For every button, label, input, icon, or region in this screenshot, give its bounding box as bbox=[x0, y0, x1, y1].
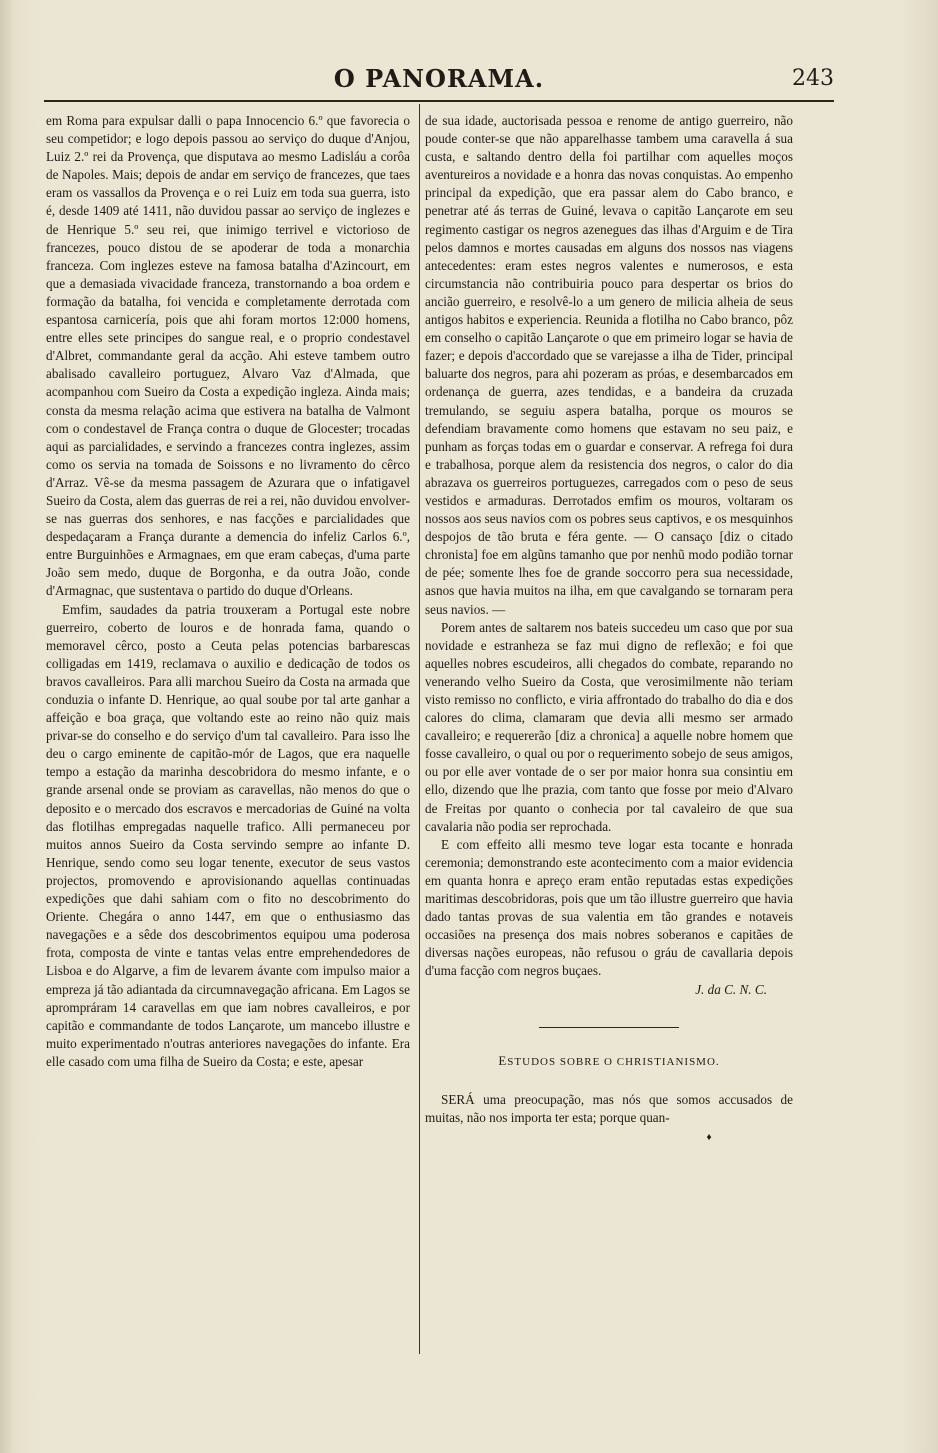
section-separator bbox=[539, 1027, 679, 1028]
left-column bbox=[46, 112, 410, 1071]
right-column bbox=[425, 112, 793, 1147]
section-heading-rest: STUDOS SOBRE O CHRISTIANISMO. bbox=[507, 1055, 720, 1068]
paragraph: de sua idade, auctorisada pessoa e renome de antigo guerreiro, não poude conter-se que não apparelhasse tambem uma caravella á sua custa, e saltando dentro della foi partilhar com aquelles moços aventureiros a novidade e a honra das novas conquistas. Ao empenho principal da expedição, que era passar alem do Cabo branco, e penetrar até ás terras de Guiné, levava o capitão Lançarote em seu regimento castigar os negros azenegues das ilhas d'Arguim e de Tira pelos damnos e mortes causadas em alguns dos nossos nas viagens antecedentes: eram estes negros valentes e numerosos, e esta circumstancia não contribuiria pouco para despertar os brios do ancião guerreiro, e resolvê-lo a um genero de milicia alheia de seus antigos habitos e experiencia. Reunida a flotilha no Cabo branco, pôz em conselho o capitão Lançarote o que em primeiro logar se havia de fazer; e depois d'accordado que se varejasse a ilha de Tider, principal baluarte dos negros, para ahi pozeram as próas, e desembarcados em ordenança de guerra, azes tendidas, e a bandeira da cruzada tremulando, se seguiu aspera batalha, porque os mouros se defendiam bravamente como homens que estavam no seu paiz, e punham as forças todas em o guardar e conservar. A refrega foi dura e trabalhosa, porque alem da resistencia dos negros, o calor do dia abrazava os guerreiros portuguezes, carregados com o peso de seus vestidos e armaduras. Derrotados emfim os mouros, voltaram os nossos aos seus navios com os pobres seus captivos, e os mesquinhos despojos de tão bruta e féra gente. — O cansaço [diz o citado chronista] foe em algũns tamanho que por nenhũ modo podião tornar de pée; somente lhes foe de grande soccorro pera sua necessidade, asnos que havia muitos na ilha, em que cavalgando se tornaram pera seus navios. — bbox=[425, 113, 793, 617]
header-rule bbox=[44, 100, 834, 102]
section-opening-paragraph: SERÁ uma preocupação, mas nós que somos accusados de muitas, não nos importa ter esta; porque quan- bbox=[425, 1091, 793, 1125]
column-divider bbox=[419, 104, 420, 1354]
page-header bbox=[44, 64, 834, 98]
journal-title: O PANORAMA. bbox=[333, 64, 545, 93]
paragraph: Porem antes de saltarem nos bateis succedeu um caso que por sua novidade e estranheza se faz mui digno de reflexão; e foi que aquelles nobres escudeiros, alli chegados do combate, reparando no venerando velho Sueiro da Costa, que verosimilmente não teriam visto remisso no conflicto, e viria affrontado do trabalho do dia e dos calores do clima, clamaram que devia alli mesmo ser armado cavalleiro; e requererão [diz a chronica] a aquelle nobre homem que fosse cavalleiro, o qual ou por o requerimento sobejo de seus amigos, ou por elle aver vontade de o ser por maior honra sua consintiu em ello, dizendo que lhe prazia, com tanto que fosse por meio d'Alvaro de Freitas por quanto o conhecia por tal cavaleiro de que sua cavalaria não podia ser reprochada. bbox=[425, 619, 793, 834]
paragraph: E com effeito alli mesmo teve logar esta tocante e honrada ceremonia; demonstrando este acontecimento com a maior evidencia em quanta honra e apreço eram então reputadas estas expedições maritimas descobridoras, pois que um tão illustre guerreiro que havia dado tantas provas de sua valentia em tão grandes e notaveis occasiões na presença dos mais nobres soberanos e capitães de diversas nações europeas, não refusou o gráu de cavallaria depois d'uma facção com negros buçaes. bbox=[425, 836, 793, 979]
section-heading-initial: E bbox=[498, 1052, 508, 1068]
section-heading bbox=[425, 1052, 793, 1071]
author-signature: J. da C. N. C. bbox=[695, 981, 767, 997]
ornament-mark: ♦ bbox=[706, 1131, 712, 1143]
paragraph: Emfim, saudades da patria trouxeram a Portugal este nobre guerreiro, coberto de louros e de honrada fama, quando o memoravel cêrco, posto a Ceuta pelas potencias barbarescas colligadas em 1419, reclamava o auxilio e dedicação de todos os bravos cavalleiros. Para alli marchou Sueiro da Costa na armada que conduzia o infante D. Henrique, ao qual soube por tal arte ganhar a affeição e boa graça, que voltando este ao reino não quiz mais privar-se do conselho e do serviço d'um tal cavalleiro. Para isso lhe deu o cargo eminente de capitão-mór de Lagos, que era naquelle tempo a estação da marinha descobridora do mesmo infante, e o grande arsenal onde se proviam as caravellas, não menos do que o deposito e o mercado dos escravos e mercadorias de Guiné na volta das flotilhas empregadas naquelle trafico. Alli permaneceu por muitos annos Sueiro da Costa servindo sempre ao infante D. Henrique, sendo como seu logar tenente, executor de seus vastos projectos, promovendo e aprovisionando aquellas continuadas expedições que dahi sahiam com o fito no descobrimento do Oriente. Chegára o anno 1447, em que o enthusiasmo das navegações e a sêde dos descobrimentos equipou uma poderosa frota, composta de vinte e tantas velas entre emprehendedores de Lisboa e do Algarve, a fim de levarem ávante com impulso maior a empreza já tão adiantada da circumnavegação africana. Em Lagos se aprompráram 14 caravellas em que iam nobres cavalleiros, e por capitão e commandante de todos Lançarote, um mancebo illustre e muito experimentado n'outras anteriores navegações do infante. Era elle casado com uma filha de Sueiro da Costa; e este, apesar bbox=[46, 601, 410, 1069]
paragraph: em Roma para expulsar dalli o papa Innocencio 6.º que favorecia o seu competidor; e logo depois passou ao serviço do duque d'Anjou, Luiz 2.º rei da Provença, que disputava ao mesmo Ladisláu a corôa de Napoles. Mais; depois de andar em serviço de francezes, que taes eram os vassallos da Provença e o rei Luiz em toda sua guerra, isto é, desde 1409 até 1411, não duvidou passar ao serviço de inglezes e de Henrique 5.º seu rei, que inimigo terrivel e victorioso de francezes, pouco distou de se apoderar de toda a monarchia franceza. Com inglezes esteve na famosa batalha d'Azincourt, em que a demasiada vivacidade franceza, transtornando a boa ordem e formação da batalha, foi vencida e completamente derrotada com espantosa carnicería, pois que ahi foram mortos 12:000 homens, entre elles sete principes do sangue real, e o proprio condestavel d'Albret, commandante geral da acção. Ahi esteve tambem outro abalisado cavalleiro portuguez, Alvaro Vaz d'Almada, que acompanhou com Sueiro da Costa a expedição ingleza. Ainda mais; consta da mesma relação acima que estivera na batalha de Valmont com o condestavel de França contra o duque de Glocester; trocadas aqui as parcialidades, e servindo a francezes contra inglezes, assim como os servia na tomada de Soissons e no livramento do cêrco d'Arraz. Vê-se da mesma passagem de Azurara que o infatigavel Sueiro da Costa, alem das guerras de rei a rei, não duvidou envolver-se nas guerras dos senhores, e nas facções e parcialidades que despedaçaram a França durante a demencia do infeliz Carlos 6.º, entre Burguinhões e Armagnaes, em que eram cabeças, d'uma parte João sem medo, duque de Borgonha, e da outra João, conde d'Armagnac, que sustentava o partido do duque d'Orleans. bbox=[46, 113, 410, 599]
page-number: 243 bbox=[792, 66, 834, 91]
